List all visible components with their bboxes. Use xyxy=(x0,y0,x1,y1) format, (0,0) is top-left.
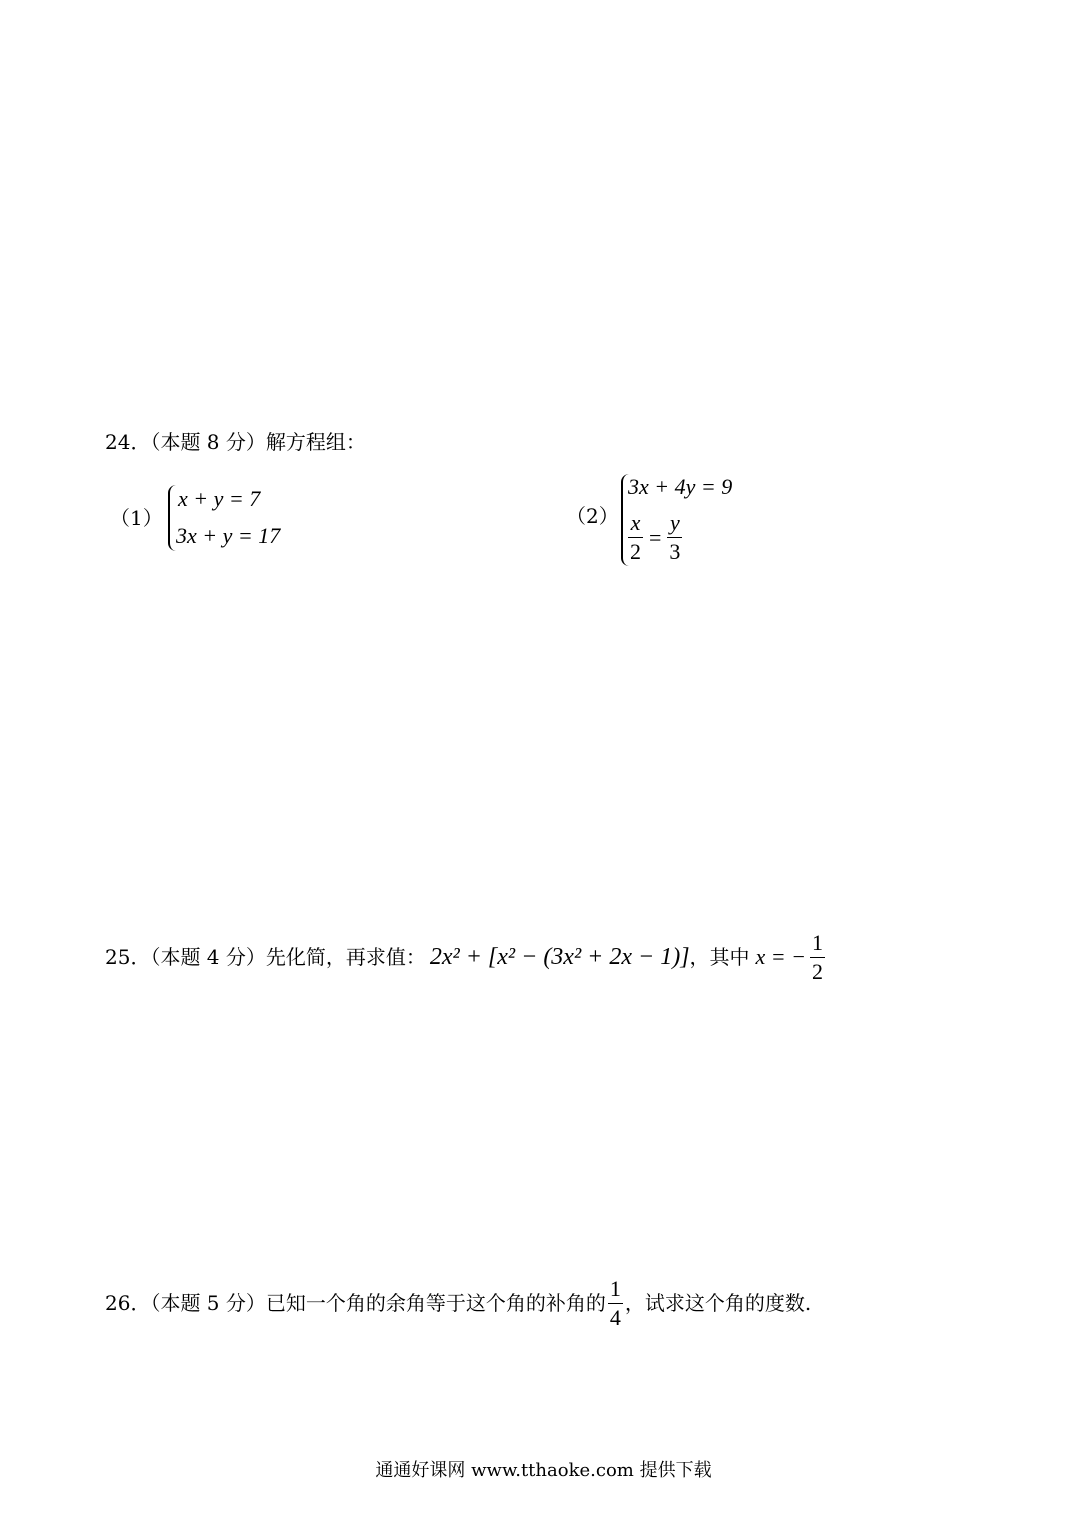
question-25-prefix: 25．（本题 4 分）先化简，再求值： xyxy=(105,945,426,969)
question-26-fraction-den: 4 xyxy=(609,1304,621,1330)
q24-part2-equals: = xyxy=(649,524,662,550)
question-25-condition-fraction xyxy=(810,929,825,984)
question-25-condition-var: x = − xyxy=(755,944,806,969)
question-26 xyxy=(105,1274,811,1332)
question-25-condition-text: ，其中 xyxy=(689,945,750,969)
q24-part2-left-fraction xyxy=(628,512,643,563)
q24-part2-left-den: 2 xyxy=(630,539,641,564)
q24-part2-eq2 xyxy=(628,512,682,563)
q24-part2-label: （2） xyxy=(566,504,619,528)
question-26-suffix: ，试求这个角的度数. xyxy=(624,1291,812,1315)
q24-part2-left-num: x xyxy=(630,510,641,535)
question-25-fraction-num: 1 xyxy=(812,929,823,955)
page-footer: 通通好课网 www.tthaoke.com 提供下载 xyxy=(375,1460,712,1481)
q24-part2-right-num: y xyxy=(670,510,680,535)
question-26-prefix: 26．（本题 5 分）已知一个角的余角等于这个角的补角的 xyxy=(105,1291,606,1315)
q24-part2-right-den: 3 xyxy=(669,539,681,564)
q24-part2-right-fraction xyxy=(667,512,682,563)
q24-part1-eq1: x + y = 7 xyxy=(178,486,261,511)
question-25-expression: 2x² + [x² − (3x² + 2x − 1)] xyxy=(429,943,690,970)
q24-part2-eq1: 3x + 4y = 9 xyxy=(628,474,733,499)
question-26-fraction-num: 1 xyxy=(609,1275,621,1301)
question-26-fraction xyxy=(608,1275,623,1330)
question-25-fraction-den: 2 xyxy=(812,958,823,984)
question-24-title: 24．（本题 8 分）解方程组： xyxy=(105,430,366,454)
q24-part1-label: （1） xyxy=(110,506,163,530)
question-25 xyxy=(105,928,825,986)
q24-part1-brace xyxy=(168,485,176,551)
q24-part1-eq2: 3x + y = 17 xyxy=(176,523,281,548)
